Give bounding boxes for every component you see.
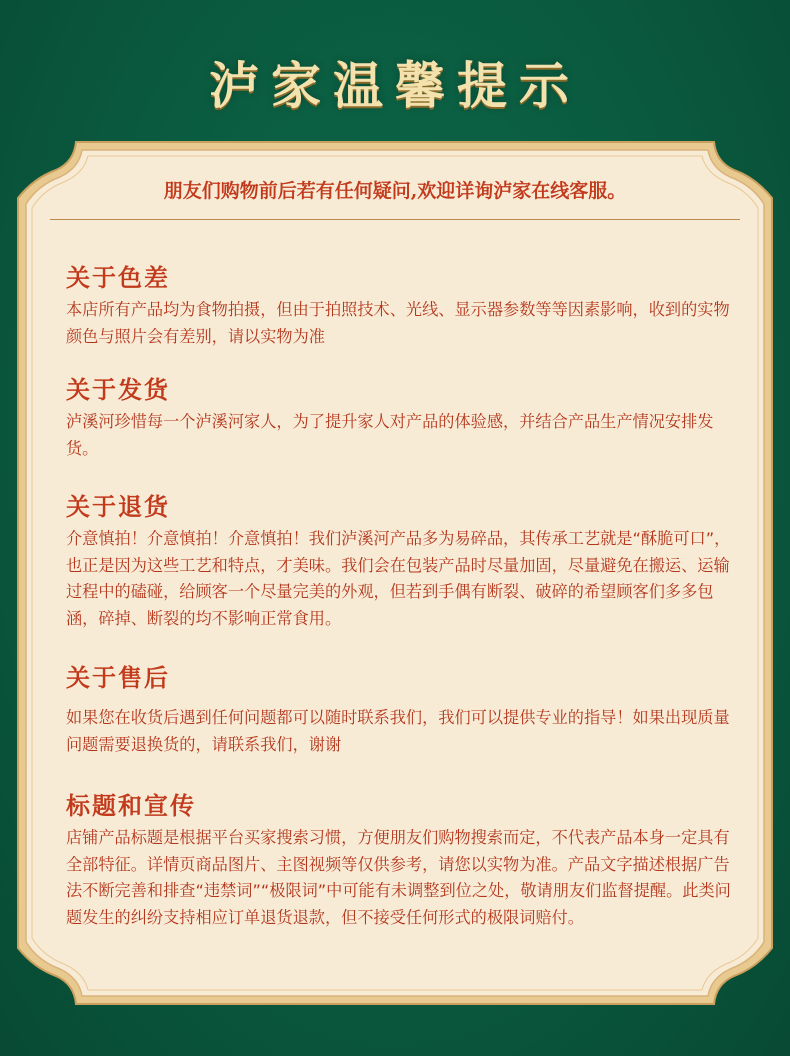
intro-text: 朋友们购物前后若有任何疑问,欢迎详询泸家在线客服。 [163, 180, 627, 202]
section-body: 介意慎拍！介意慎拍！介意慎拍！我们泸溪河产品多为易碎品，其传承工艺就是“酥脆可口”，也正是因为这些工艺和特点，才美味。我们会在包装产品时尽量加固，尽量避免在搬运、运输过程中的磕碰，给顾客一个尽量完美的外观，但若到手偶有断裂、破碎的希望顾客们多多包涵，碎掉、断裂的均不影响正常食用。 [66, 529, 731, 628]
section-after-sales [66, 658, 736, 758]
page-title: 泸家温馨提示 [209, 56, 581, 115]
divider [50, 219, 740, 220]
section-heading: 关于售后 [66, 663, 170, 692]
section-color-difference [66, 258, 736, 350]
section-returns [66, 487, 736, 632]
section-heading: 关于色差 [66, 263, 170, 292]
section-body: 店铺产品标题是根据平台买家搜索习惯，方便朋友们购物搜索而定，不代表产品本身一定具有全部特征。详情页商品图片、主图视频等仅供参考，请您以实物为准。产品文字描述根据广告法不断完善和排查“违禁词”“极限词”中可能有未调整到位之处，敬请朋友们监督提醒。此类问题发生的纠纷支持相应订单退货退款，但不接受任何形式的极限词赔付。 [66, 828, 731, 927]
notice-card [16, 140, 774, 1006]
section-body: 泸溪河珍惜每一个泸溪河家人，为了提升家人对产品的体验感，并结合产品生产情况安排发货。 [66, 412, 714, 458]
section-heading: 标题和宣传 [66, 791, 196, 820]
section-body: 如果您在收货后遇到任何问题都可以随时联系我们，我们可以提供专业的指导！如果出现质量问题需要退换货的，请联系我们，谢谢 [66, 708, 730, 754]
section-title-and-promotion [66, 786, 736, 931]
section-body: 本店所有产品均为食物拍摄，但由于拍照技术、光线、显示器参数等等因素影响，收到的实物颜色与照片会有差别，请以实物为准 [66, 300, 730, 346]
section-shipping [66, 370, 736, 462]
section-heading: 关于退货 [66, 492, 170, 521]
section-heading: 关于发货 [66, 375, 170, 404]
